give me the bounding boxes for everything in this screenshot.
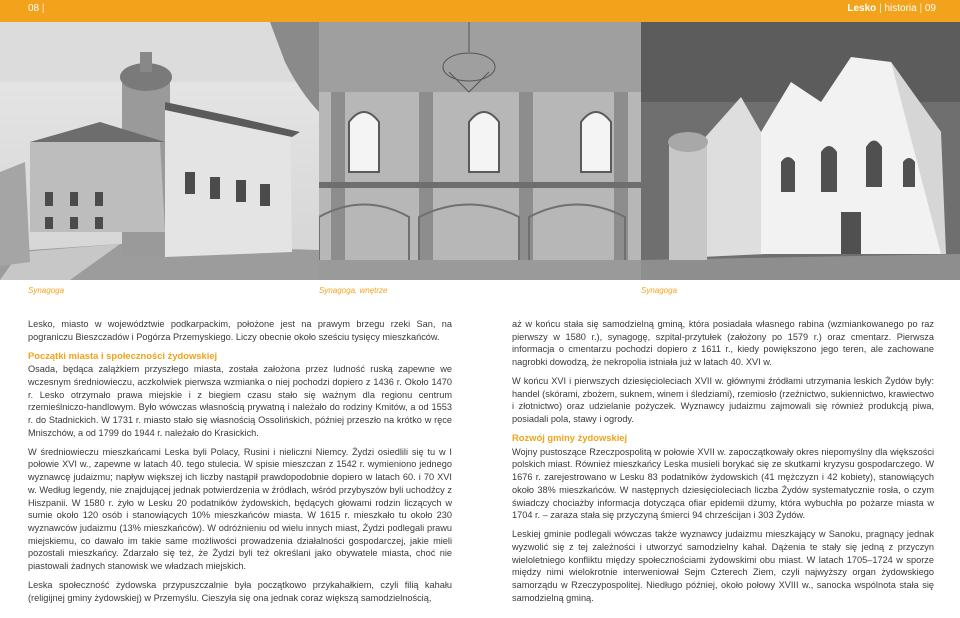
photo-synagogue-interior [319,22,641,280]
photo-caption: Synagoga, wnętrze [319,286,388,295]
text-column-left [28,318,452,611]
section-heading: Początki miasta i społeczności żydowskiej [28,349,218,361]
body-paragraph: Leskiej gminie podlegali wówczas także wyznawcy judaizmu mieszkający w Sanoku, pragnący jednak wyzwolić się z tej zależności i utworzyć samodzielny kahał. Dążenia te stały się jedną z przyczyn wieloletniego konfliktu między społecznościami żydowskimi obu miast. W latach 1705–1724 w sporze między nimi wielokrotnie interweniował Sejm Czterech Ziem, czyli najwyższy organ żydowskiego samorządu w Rzeczypospolitej. Niedługo później, około połowy XVIII w., sanocka wspólnota stała się samodzielną gminą. [512,529,934,603]
photo-caption: Synagoga [641,286,678,295]
separator: | [41,3,45,14]
body-paragraph: W końcu XVI i pierwszych dziesięcioleciach XVII w. głównymi źródłami utrzymania leskich Żydów były: handel (skórami, zbożem, suknem, winem i śledziami), rzemiosło (rzeźnictwo, sukiennictwo, krawiectwo i złotnictwo) oraz udzielanie pożyczek. Wyznawcy judaizmu zajmowali się również produkcją piwa, posiadali pola, stawy i ogrody. [512,376,934,425]
separator: | [879,3,882,14]
section-title: Lesko [847,3,877,14]
photo-synagogue-facade [641,22,960,280]
page-number-left-value: 08 [28,3,40,14]
separator: | [919,3,923,14]
intro-paragraph: Lesko, miasto w województwie podkarpackim, położone jest na prawym brzegu rzeki San, na pograniczu Bieszczadów i Pogórza Przemyskiego. Liczy obecnie około sześciu tysięcy mieszkańców. [28,319,452,342]
running-header [847,3,936,14]
body-paragraph: W średniowieczu mieszkańcami Leska byli Polacy, Rusini i nieliczni Niemcy. Żydzi osiedlili się tu w I połowie XVI w., zapewne w latach 40. tego stulecia. W spisie mieszczan z 1542 r. wymieniono jednego wyznawcę judaizmu; napływ większej ich liczby nastąpił prawdopodobnie dopiero w latach 60. i 70 XVI w. Według legendy, nie znajdującej jednak potwierdzenia w źródłach, wśród przybyszów byli uchodźcy z Hiszpanii. W 1580 r. żyło w Lesku 20 podatników żydowskich, będących głowami rodzin liczących w sumie około 120 osób i stanowiących 10% mieszkańców miasta. W 1615 r. mieszkało tu około 230 wyznawców judaizmu (13% mieszkańców). W odróżnieniu od wielu innych miast, Żydzi podlegali prawu miejskiemu, co dawało im takie same możliwości prowadzenia działalności gospodarczej, jakie mieli pozostali mieszkańcy. Zdarzało się też, że Żydzi byli też określani jako obywatele miasta, choć nie piastowali żadnych stanowisk we władzach miejskich. [28,446,452,572]
subsection-title: historia [884,3,917,14]
body-paragraph: aż w końcu stała się samodzielną gminą, która posiadała własnego rabina (wzmiankowanego po raz pierwszy w 1580 r.), synagogę, szpital-przytułek (założony po 1579 r.) oraz cmentarz. Pierwsza informacja o cmentarzu pochodzi dopiero z 1611 r., kiedy powiększono jego teren, ale zachowane nagrobki dowodzą, że nekropolia istniała już w latach 40. XVI w. [512,319,934,368]
text-column-right [512,318,934,611]
header-bar [0,0,960,22]
photo-caption: Synagoga [28,286,65,295]
body-paragraph: Wojny pustoszące Rzeczpospolitą w połowie XVII w. zapoczątkowały okres niepomyślny dla większości polskich miast. Również mieszkańcy Leska musieli borykać się ze skutkami kryzysu gospodarczego. W 1676 r. zarejestrowano w Lesku 83 podatników żydowskich (41 mężczyzn i 42 kobiety), stanowiących około 38% mieszkańców. W następnych dziesięcioleciach liczba Żydów systematycznie rosła, o czym świadczy chociażby informacja dotycząca ofiar epidemii dżumy, która wybuchła po pożarze miasta w 1704 r. – zaraza stała się przyczyną śmierci 94 chrześcijan i 303 Żydów. [512,446,934,521]
page-number-right: 09 [924,3,936,14]
photo-synagogue-exterior [0,22,319,280]
body-paragraph: Osada, będąca zalążkiem przyszłego miasta, została założona przez ludność ruską zapewne we wczesnym średniowieczu, aczkolwiek pierwsza wzmianka o niej pochodzi dopiero z 1436 r. Około 1470 r. Lesko otrzymało prawa miejskie i z biegiem czasu stało się ważnym dla regionu centrum rzemieślniczo-handlowym. Było wówczas własnością prywatną i należało do rodziny Kmitów, a od 1553 r. do Stadnickich. W 1731 r. miasto stało się własnością Ossolińskich, później przeszło na krótko w ręce Mniszchów, a od 1799 do 1944 r. należało do Krasickich. [28,364,452,438]
section-heading: Rozwój gminy żydowskiej [512,432,628,443]
body-paragraph: Leska społeczność żydowska przypuszczalnie była początkowo przykahałkiem, czyli filią kahału (religijnej gminy żydowskiej) w Przemyślu. Cieszyła się ona jednak coraz większą samodzielnością, [28,579,452,603]
page-number-left [28,3,45,14]
